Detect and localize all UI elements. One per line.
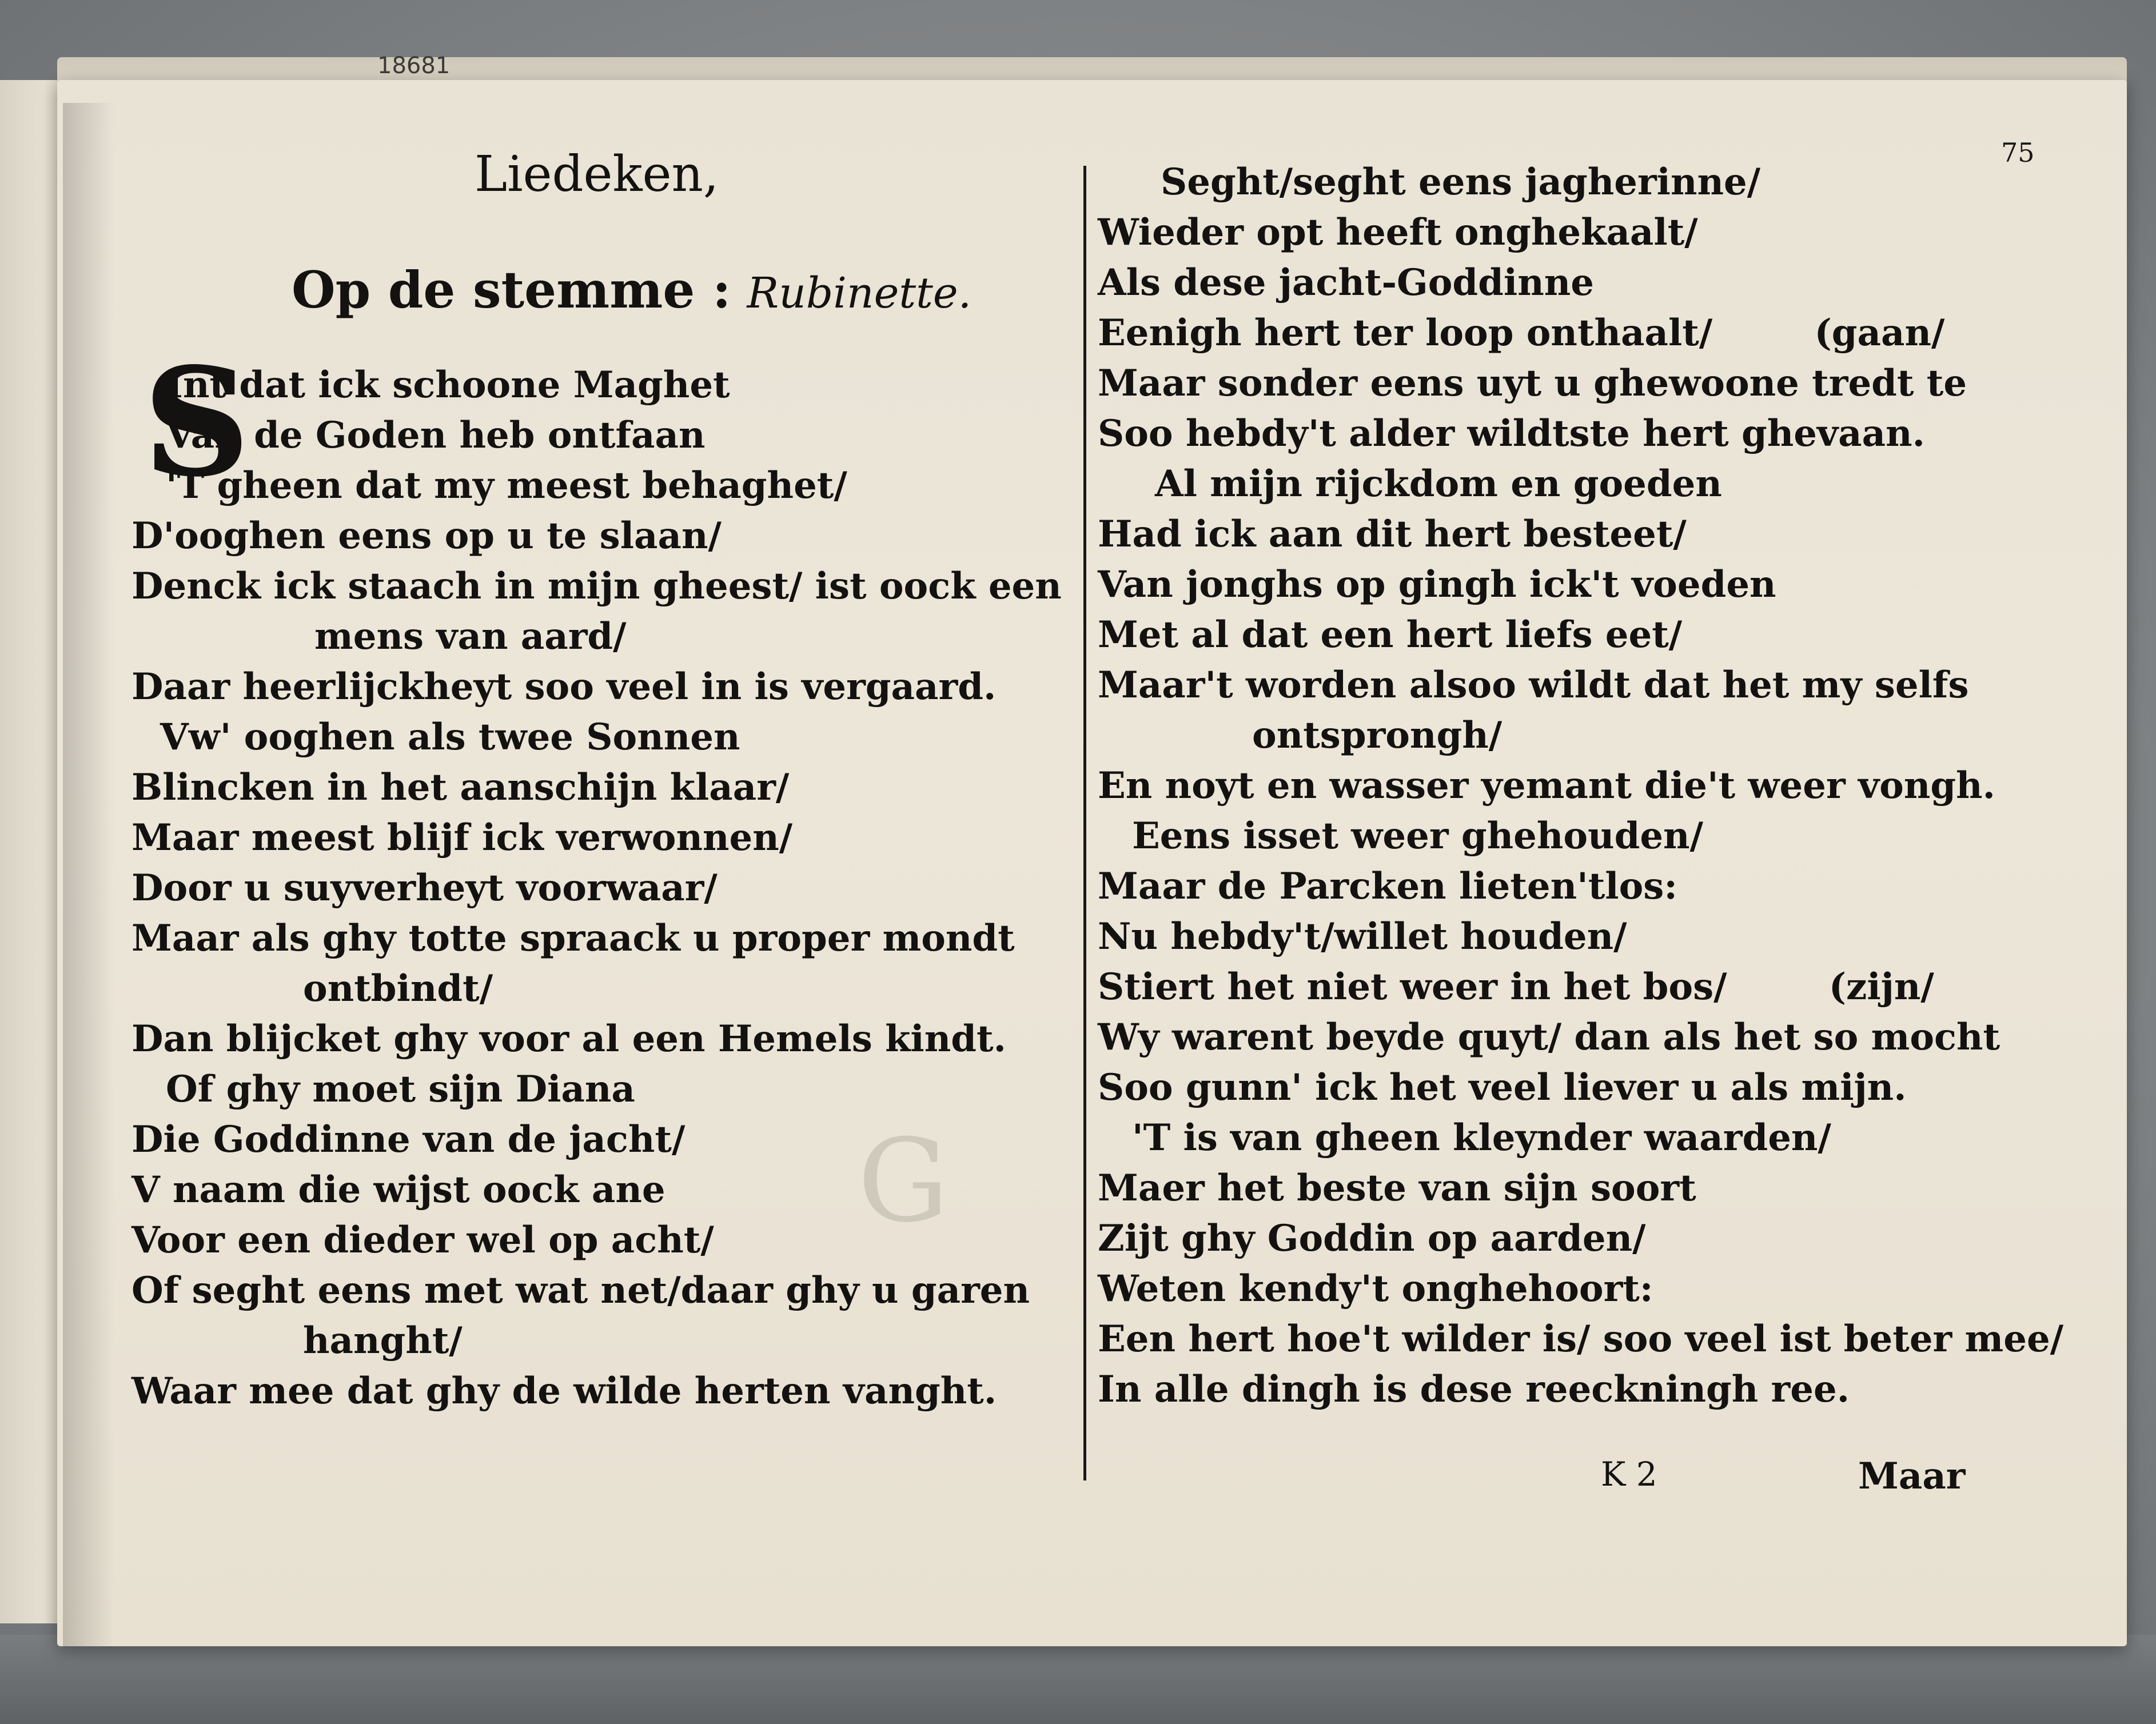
show-through-letter: G <box>858 1115 949 1248</box>
page-number: 75 <box>2001 137 2035 168</box>
verse-line: Maar't worden alsoo wildt dat het my selfs <box>1098 664 1969 707</box>
verse-line: hanght/ <box>303 1319 463 1362</box>
left-verse-column <box>131 360 1062 1416</box>
verse-line: Nu hebdy't/willet houden/ <box>1098 915 1627 958</box>
verse-line: Had ick aan dit hert besteet/ <box>1098 513 1687 556</box>
verse-line: mens van aard/ <box>314 615 627 658</box>
verse-line: Voor een dieder wel op acht/ <box>131 1219 714 1262</box>
verse-line: Al mijn rijckdom en goeden <box>1155 462 1722 505</box>
signature-mark: K 2 <box>1601 1455 1657 1494</box>
right-verse-column <box>1081 157 2064 1415</box>
verse-line: Int dat ick schoone Maghet <box>166 364 730 406</box>
verse-line: 'T is van gheen kleynder waarden/ <box>1132 1116 1831 1159</box>
cloth <box>0 1635 2156 1724</box>
verse-line: Door u suyverheyt voorwaar/ <box>131 867 718 909</box>
verse-line: Zijt ghy Goddin op aarden/ <box>1098 1217 1646 1260</box>
verse-line: 'T gheen dat my meest behaghet/ <box>166 464 847 507</box>
spine-shadow <box>63 103 114 1646</box>
verse-line: Die Goddinne van de jacht/ <box>131 1118 686 1161</box>
verse-line: Maar meest blijf ick verwonnen/ <box>131 816 793 859</box>
verse-line: Eenigh hert ter loop onthaalt/ (gaan/ <box>1098 312 1945 354</box>
verse-line: Soo gunn' ick het veel liever u als mijn. <box>1098 1066 1907 1109</box>
verse-line: En noyt en wasser yemant die't weer vongh. <box>1098 764 1995 807</box>
verse-line: Dan blijcket ghy voor al een Hemels kindt. <box>131 1017 1006 1060</box>
verse-line: Of ghy moet sijn Diana <box>166 1068 635 1111</box>
verse-line: V naam die wijst oock ane <box>131 1168 665 1211</box>
verse-line: Een hert hoe't wilder is/ soo veel ist beter mee/ <box>1098 1318 2064 1360</box>
song-title: Liedeken, <box>475 146 719 203</box>
tune-name: Rubinette. <box>747 269 972 318</box>
verse-line: Waar mee dat ghy de wilde herten vanght. <box>131 1370 997 1412</box>
verse-line: Weten kendy't onghehoort: <box>1098 1267 1653 1310</box>
verse-line: Eens isset weer ghehouden/ <box>1132 815 1703 857</box>
verse-line: Blincken in het aanschijn klaar/ <box>131 766 790 809</box>
verse-line: ontsprongh/ <box>1252 714 1503 757</box>
verse-line: Denck ick staach in mijn gheest/ ist oock een <box>131 565 1062 608</box>
drop-cap: S <box>143 336 250 510</box>
verse-line: Van jonghs op gingh ick't voeden <box>1098 563 1776 606</box>
verse-line: Van de Goden heb ontfaan <box>166 414 706 457</box>
verse-line: Daar heerlijckheyt soo veel in is vergaard. <box>131 665 997 708</box>
verse-line: Als dese jacht-Goddinne <box>1098 261 1594 304</box>
verse-line: Of seght eens met wat net/daar ghy u garen <box>131 1269 1030 1312</box>
verse-line: D'ooghen eens op u te slaan/ <box>131 514 722 557</box>
shelfmark: 18681 <box>377 53 451 79</box>
verse-line: Soo hebdy't alder wildtste hert ghevaan. <box>1098 412 1925 455</box>
verse-line: Maar als ghy totte spraack u proper mondt <box>131 917 1015 960</box>
verse-line: In alle dingh is dese reeckningh ree. <box>1098 1368 1850 1411</box>
tune-label: Op de stemme : <box>292 260 731 320</box>
verse-line: Seght/seght eens jagherinne/ <box>1161 161 1761 203</box>
verse-line: Maar sonder eens uyt u ghewoone tredt te <box>1098 362 1967 405</box>
verse-line: ontbindt/ <box>303 967 493 1010</box>
verse-line: Maar de Parcken lieten'tlos: <box>1098 865 1677 908</box>
verse-line: Wy warent beyde quyt/ dan als het so mocht <box>1098 1016 2000 1059</box>
verse-line: Maer het beste van sijn soort <box>1098 1167 1696 1210</box>
verse-line: Wieder opt heeft onghekaalt/ <box>1098 211 1698 254</box>
verse-line: Met al dat een hert liefs eet/ <box>1098 613 1683 656</box>
catchword: Maar <box>1858 1455 1966 1498</box>
verse-line: Vw' ooghen als twee Sonnen <box>160 716 740 759</box>
tune-line <box>292 260 971 320</box>
verse-line: Stiert het niet weer in het bos/ (zijn/ <box>1098 965 1934 1008</box>
